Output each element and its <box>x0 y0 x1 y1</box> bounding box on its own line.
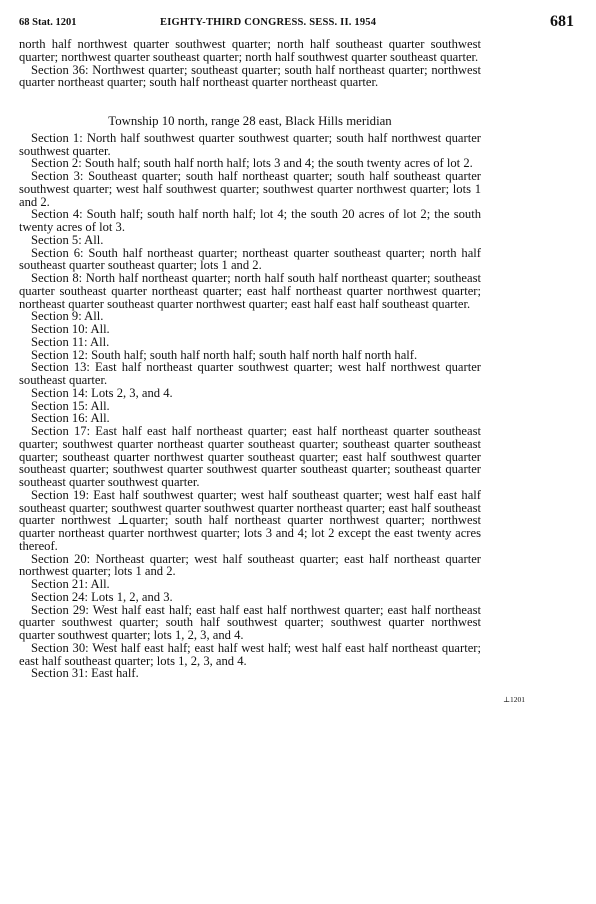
section-paragraph: Section 9: All. <box>31 309 104 324</box>
section-paragraph: Section 2: South half; south half north half; lots 3 and 4; the south twenty acres of lot 2. <box>31 156 473 171</box>
township-heading: Township 10 north, range 28 east, Black Hills meridian <box>108 114 392 128</box>
section-paragraph: Section 11: All. <box>31 334 110 349</box>
running-header <box>0 13 596 35</box>
section-paragraph: Section 31: East half. <box>31 666 139 681</box>
section-paragraph: Section 4: South half; south half north half; lot 4; the south 20 acres of lot 2; the south twenty acres of lot 3. <box>19 207 481 234</box>
section-paragraph: Section 13: East half northeast quarter southwest quarter; west half northwest quarter southeast quarter. <box>19 360 481 387</box>
section-paragraph: Section 10: All. <box>31 322 110 336</box>
section-paragraph: Section 1: North half southwest quarter southwest quarter; south half northwest quarter southwest quarter. <box>19 130 481 158</box>
section-paragraph: Section 30: West half east half; east half west half; west half east half northeast quarter; east half southeast quarter; lots 1, 2, 3, and 4. <box>19 640 481 668</box>
section-paragraph: Section 12: South half; south half north half; south half north half north half. <box>31 347 418 362</box>
section-paragraph: Section 16: All. <box>31 411 110 426</box>
continuation-paragraph: north half northwest quarter southwest quarter; north half southeast quarter southwest quarter; northwest quarter southeast quarter; north half southwest quarter southeast quarter. <box>19 37 481 64</box>
section-paragraph: Section 29: West half east half; east half east half northwest quarter; east half northeast quarter southwest quarter; south half southwest quarter; southwest quarter northwest quarter southwest quarter; lots 1, 2, 3, and 4. <box>19 602 481 642</box>
section-36-paragraph: Section 36: Northwest quarter; southeast quarter; south half northeast quarter; northwest quarter northeast quarter; south half northeast quarter northeast quarter. <box>19 62 481 90</box>
section-paragraph: Section 21: All. <box>31 577 110 591</box>
section-paragraph: Section 20: Northeast quarter; west half southeast quarter; east half northeast quarter northwest quarter; lots 1 and 2. <box>19 551 481 579</box>
document-body <box>19 38 481 680</box>
section-paragraph: Section 19: East half southwest quarter; west half southeast quarter; west half east half southeast quarter; southwest quarter southwest quarter northeast quarter; east half southeast quarter northwest ⊥quarter; south half northeast quarter northwest quarter; northwest quarter northeast quarter northwest quarter; lots 3 and 4; lot 2 except the east twenty acres thereof. <box>19 487 481 553</box>
section-paragraph: Section 17: East half east half northeast quarter; east half northeast quarter southeast quarter; southwest quarter northeast quarter southeast quarter; southeast quarter southeast quarter; southeast quarter northwest quarter southeast quarter; east half southwest quarter southeast quarter; southwest quarter southwest quarter southeast quarter; southeast quarter southeast quarter southwest quarter. <box>19 424 481 489</box>
section-paragraph: Section 8: North half northeast quarter; north half south half northeast quarter; southeast quarter southeast quarter northeast quarter; east half northeast quarter northwest quarter; northeast quarter southeast quarter northwest quarter; east half east half southeast quarter. <box>19 271 481 311</box>
page-number: 681 <box>550 13 574 30</box>
section-paragraph: Section 15: All. <box>31 398 110 413</box>
margin-page-marker: ⊥1201 <box>503 695 526 704</box>
statute-citation: 68 Stat. 1201 <box>19 17 77 28</box>
section-paragraph: Section 3: Southeast quarter; south half northeast quarter; south half southeast quarter southwest quarter; west half southwest quarter; southwest quarter northwest quarter; lots 1 and 2. <box>19 169 481 209</box>
congress-session-title: EIGHTY-THIRD CONGRESS. SESS. II. 1954 <box>160 17 377 28</box>
section-list <box>19 132 481 680</box>
section-paragraph: Section 14: Lots 2, 3, and 4. <box>31 385 173 400</box>
section-paragraph: Section 6: South half northeast quarter; northeast quarter southeast quarter; north half southeast quarter southeast quarter; lots 1 and 2. <box>19 245 481 273</box>
section-paragraph: Section 5: All. <box>31 232 104 247</box>
section-paragraph: Section 24: Lots 1, 2, and 3. <box>31 589 173 604</box>
